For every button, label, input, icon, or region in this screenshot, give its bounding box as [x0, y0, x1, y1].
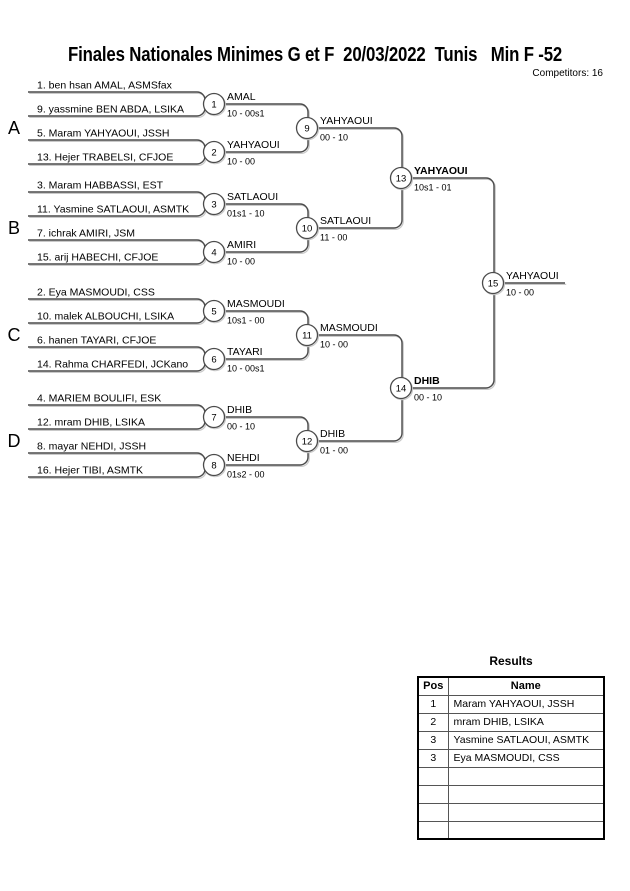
- match-winner-label: SATLAOUI: [320, 215, 372, 227]
- match-number: 15: [487, 278, 499, 290]
- result-name-empty: [448, 785, 604, 803]
- match-winner-label: YAHYAOUI: [320, 115, 373, 127]
- results-empty-row: [418, 803, 604, 821]
- match-score: 10 - 00: [506, 287, 535, 298]
- group-label: B: [7, 218, 21, 238]
- results-empty-row: [418, 785, 604, 803]
- result-name: Eya MASMOUDI, CSS: [448, 749, 604, 767]
- match-score: 11 - 00: [320, 232, 348, 243]
- entry-label: 8. mayar NEHDI, JSSH: [37, 440, 147, 453]
- results-row: [418, 749, 604, 767]
- result-name-empty: [448, 821, 604, 839]
- match-number: 8: [211, 460, 217, 472]
- entry-label: 3. Maram HABBASSI, EST: [37, 179, 164, 192]
- bracket-line: [413, 179, 496, 276]
- entry-label: 14. Rahma CHARFEDI, JCKano: [37, 358, 189, 371]
- match-winner-label: YAHYAOUI: [414, 165, 468, 177]
- entry-label: 11. Yasmine SATLAOUI, ASMTK: [37, 203, 190, 216]
- match-number: 3: [211, 199, 217, 211]
- match-number: 7: [211, 412, 217, 424]
- match-score: 10 - 00: [320, 339, 349, 350]
- match-winner-label: SATLAOUI: [227, 191, 279, 203]
- match-score: 10s1 - 01: [414, 182, 452, 193]
- results-row: [418, 731, 604, 749]
- match-winner-label: TAYARI: [227, 346, 263, 358]
- results-header-row: [418, 677, 604, 695]
- match-score: 00 - 10: [320, 132, 349, 143]
- group-label: C: [7, 325, 21, 345]
- match-winner-label: DHIB: [227, 404, 253, 416]
- result-name-empty: [448, 803, 604, 821]
- page-title: Finales Nationales Minimes G et F 20/03/2022 Tunis Min F -52: [67, 44, 563, 66]
- entry-label: 10. malek ALBOUCHI, LSIKA: [37, 310, 175, 323]
- result-pos-empty: [418, 821, 448, 839]
- entry-label: 16. Hejer TIBI, ASMTK: [37, 464, 144, 477]
- entry-label: 1. ben hsan AMAL, ASMSfax: [37, 79, 172, 92]
- result-pos: 1: [418, 695, 448, 713]
- entry-label: 6. hanen TAYARI, CFJOE: [37, 334, 157, 347]
- match-winner-label: AMAL: [227, 91, 256, 103]
- match-score: 01s1 - 10: [227, 208, 265, 219]
- match-winner-label: YAHYAOUI: [227, 139, 280, 151]
- match-score: 10 - 00: [227, 156, 256, 167]
- result-pos: 3: [418, 731, 448, 749]
- results-col-name: Name: [448, 677, 604, 695]
- group-label: D: [7, 431, 21, 451]
- match-number: 2: [211, 147, 217, 159]
- match-winner-label: MASMOUDI: [227, 298, 285, 310]
- match-score: 00 - 10: [414, 392, 443, 403]
- entry-label: 5. Maram YAHYAOUI, JSSH: [37, 127, 170, 140]
- result-name: mram DHIB, LSIKA: [448, 713, 604, 731]
- group-label: A: [7, 118, 21, 138]
- match-winner-label: NEHDI: [227, 452, 260, 464]
- match-winner-label: YAHYAOUI: [506, 270, 559, 282]
- match-number: 1: [211, 99, 217, 111]
- match-score: 10s1 - 00: [227, 315, 265, 326]
- results-row: [418, 695, 604, 713]
- bracket-line: [412, 292, 495, 389]
- results-col-pos: Pos: [418, 677, 448, 695]
- competitors-count: Competitors: 16: [532, 68, 603, 79]
- match-number: 11: [302, 330, 312, 342]
- match-number: 4: [211, 247, 217, 259]
- match-number: 6: [211, 354, 217, 366]
- match-number: 5: [211, 306, 217, 318]
- match-score: 01s2 - 00: [227, 469, 265, 480]
- result-pos-empty: [418, 785, 448, 803]
- result-pos: 2: [418, 713, 448, 731]
- entry-label: 7. ichrak AMIRI, JSM: [37, 227, 136, 240]
- entry-label: 4. MARIEM BOULIFI, ESK: [37, 392, 162, 405]
- entry-label: 2. Eya MASMOUDI, CSS: [37, 286, 155, 299]
- entry-label: 13. Hejer TRABELSI, CFJOE: [37, 151, 174, 164]
- match-winner-label: DHIB: [414, 375, 440, 387]
- entry-label: 12. mram DHIB, LSIKA: [37, 416, 145, 429]
- match-winner-label: MASMOUDI: [320, 322, 378, 334]
- result-pos-empty: [418, 767, 448, 785]
- entry-label: 15. arij HABECHI, CFJOE: [37, 251, 159, 264]
- match-score: 00 - 10: [227, 421, 256, 432]
- results-row: [418, 713, 604, 731]
- match-number: 9: [304, 123, 310, 135]
- match-score: 01 - 00: [320, 445, 349, 456]
- match-winner-label: AMIRI: [227, 239, 257, 251]
- match-number: 14: [395, 383, 407, 395]
- results-empty-row: [418, 821, 604, 839]
- match-number: 12: [301, 436, 313, 448]
- result-name: Maram YAHYAOUI, JSSH: [448, 695, 604, 713]
- match-score: 10 - 00: [227, 256, 256, 267]
- result-name-empty: [448, 767, 604, 785]
- result-name: Yasmine SATLAOUI, ASMTK: [448, 731, 604, 749]
- result-pos-empty: [418, 803, 448, 821]
- match-score: 10 - 00s1: [227, 108, 265, 119]
- entry-label: 9. yassmine BEN ABDA, LSIKA: [37, 103, 185, 116]
- match-number: 10: [301, 223, 313, 235]
- match-score: 10 - 00s1: [227, 363, 265, 374]
- results-empty-row: [418, 767, 604, 785]
- results-table: [417, 676, 605, 840]
- result-pos: 3: [418, 749, 448, 767]
- match-winner-label: DHIB: [320, 428, 346, 440]
- match-number: 13: [395, 173, 407, 185]
- results-title: Results: [489, 654, 533, 668]
